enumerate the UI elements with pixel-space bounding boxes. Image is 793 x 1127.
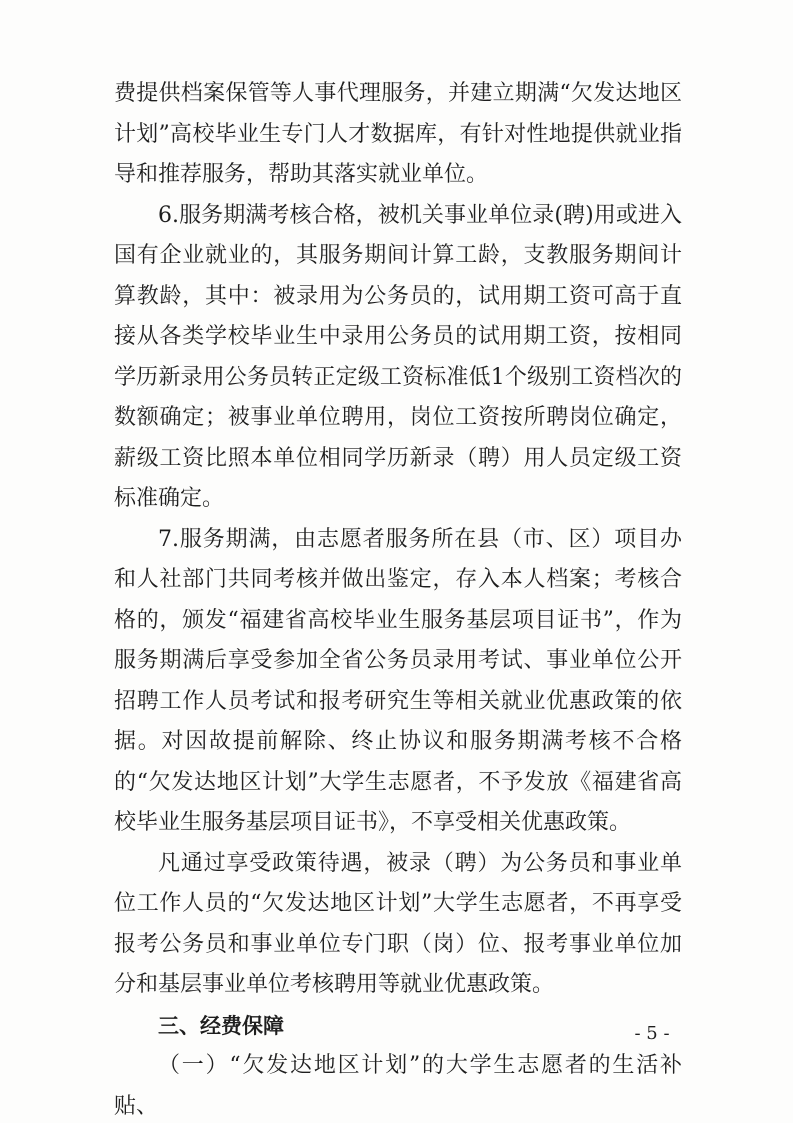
section-heading: 三、经费保障 <box>158 1013 284 1038</box>
paragraph-continued: 费提供档案保管等人事代理服务，并建立期满“欠发达地区计划”高校毕业生专门人才数据库，有针对性地提供就业指导和推荐服务，帮助其落实就业单位。 <box>114 81 682 187</box>
document-body <box>114 74 682 1127</box>
paragraph-funding-1: （一）“欠发达地区计划”的大学生志愿者的生活补贴、 <box>114 1053 682 1119</box>
page-number: - 5 - <box>634 1023 670 1044</box>
paragraph-note: 凡通过享受政策待遇，被录（聘）为公务员和事业单位工作人员的“欠发达地区计划”大学生志愿者，不再享受报考公务员和事业单位专门职（岗）位、报考事业单位加分和基层事业单位考核聘用等就业优惠政策。 <box>114 850 682 997</box>
paragraph-item-6: 6.服务期满考核合格，被机关事业单位录(聘)用或进入国有企业就业的，其服务期间计算工龄，支教服务期间计算教龄，其中：被录用为公务员的，试用期工资可高于直接从各类学校毕业生中录用公务员的试用期工资，按相同学历新录用公务员转正定级工资标准低1个级别工资档次的数额确定；被事业单位聘用，岗位工资按所聘岗位确定，薪级工资比照本单位相同学历新录（聘）用人员定级工资标准确定。 <box>114 202 682 511</box>
paragraph-item-7: 7.服务期满，由志愿者服务所在县（市、区）项目办和人社部门共同考核并做出鉴定，存入本人档案；考核合格的，颁发“福建省高校毕业生服务基层项目证书”，作为服务期满后享受参加全省公务员录用考试、事业单位公开招聘工作人员考试和报考研究生等相关就业优惠政策的依据。对因故提前解除、终止协议和服务期满考核不合格的“欠发达地区计划”大学生志愿者，不予发放《福建省高校毕业生服务基层项目证书》，不享受相关优惠政策。 <box>114 526 682 835</box>
